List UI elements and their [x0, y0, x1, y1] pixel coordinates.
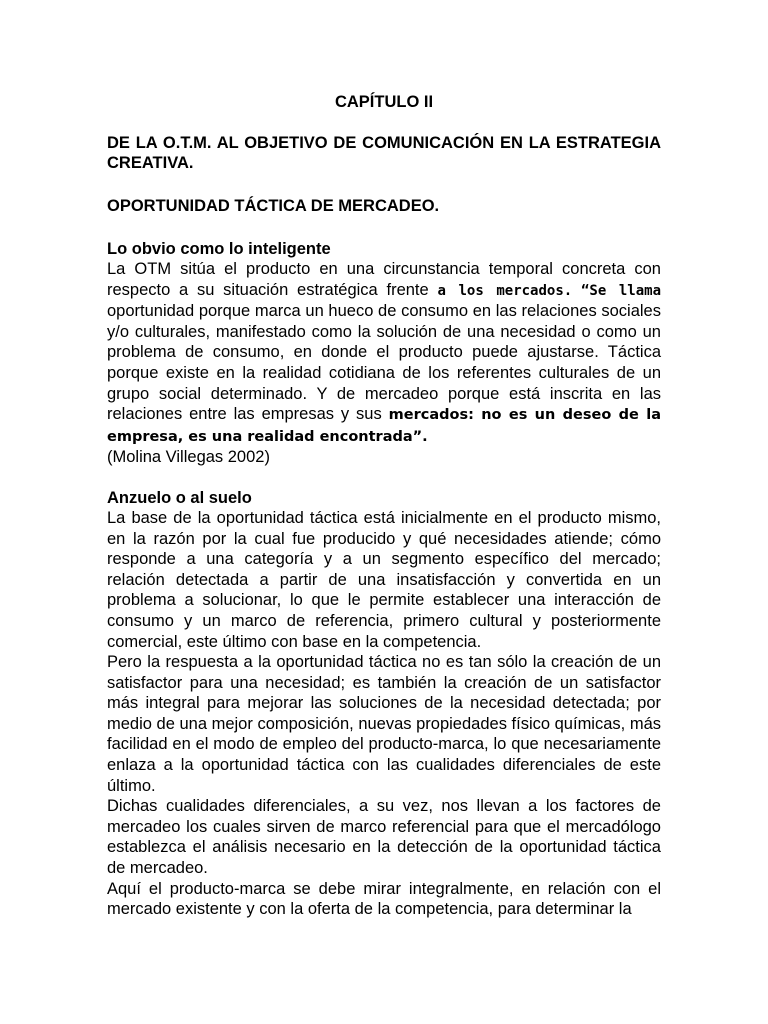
part1-text-b: [572, 281, 581, 299]
part2-paragraph-2: Pero la respuesta a la oportunidad táctica no es tan sólo la creación de un satisfactor para una necesidad; es también la creación de un satisfactor más integral para mejorar las soluciones de la necesidad detectada; por medio de una mejor composición, nuevas propiedades físico químicas, más facilidad en el modo de empleo del producto-marca, lo que necesariamente enlaza a la oportunidad táctica con las cualidades diferenciales de este último.: [107, 653, 661, 795]
subsection-title: OPORTUNIDAD TÁCTICA DE MERCADEO.: [107, 197, 440, 215]
part2-paragraph-1: La base de la oportunidad táctica está inicialmente en el producto mismo, en la razón por la cual fue producido y qué necesidades atiende; cómo responde a una categoría y a un segmento específico del mercado; relación detectada a partir de una insatisfacción y convertida en un problema a solucionar, lo que le permite establecer una interacción de consumo y un marco de referencia, primero cultural y posteriormente comercial, este último con base en la competencia.: [107, 508, 661, 651]
part1-text-a: La OTM sitúa el producto en una circunstancia temporal concreta con respecto a su situación estratégica frente: [107, 260, 661, 299]
part1-bold-a: a los mercados.: [437, 282, 573, 299]
part1-heading: Lo obvio como lo inteligente: [107, 240, 331, 258]
section-title: DE LA O.T.M. AL OBJETIVO DE COMUNICACIÓN EN LA ESTRATEGIA CREATIVA.: [107, 134, 661, 172]
part1-text-c: oportunidad porque marca un hueco de consumo en las relaciones sociales y/o culturales, manifestado como la solución de una necesidad o como un problema de consumo, en donde el producto puede ajustarse. Táctica porque existe en la realidad cotidiana de los referentes culturales de un grupo social determinado. Y de mercadeo porque está inscrita en las relaciones entre las empresas y sus: [107, 302, 661, 424]
part2-paragraph-4: Aquí el producto-marca se debe mirar integralmente, en relación con el mercado existente y con la oferta de la competencia, para determinar la: [107, 879, 661, 919]
part2-heading: Anzuelo o al suelo: [107, 488, 252, 507]
part2-paragraph-3: Dichas cualidades diferenciales, a su vez, nos llevan a los factores de mercadeo los cuales sirven de marco referencial para que el mercadólogo establezca el análisis necesario en la detección de la oportunidad táctica de mercadeo.: [107, 797, 661, 878]
part1-citation: (Molina Villegas 2002): [107, 448, 270, 467]
part1-bold-b: “Se llama: [580, 282, 662, 299]
document-page: [107, 92, 661, 920]
part1-paragraph: [107, 259, 661, 447]
chapter-title: CAPÍTULO II: [334, 93, 434, 111]
part1-bold-c: mercados: no es un deseo de la empresa, es una realidad encontrada”.: [107, 407, 661, 445]
